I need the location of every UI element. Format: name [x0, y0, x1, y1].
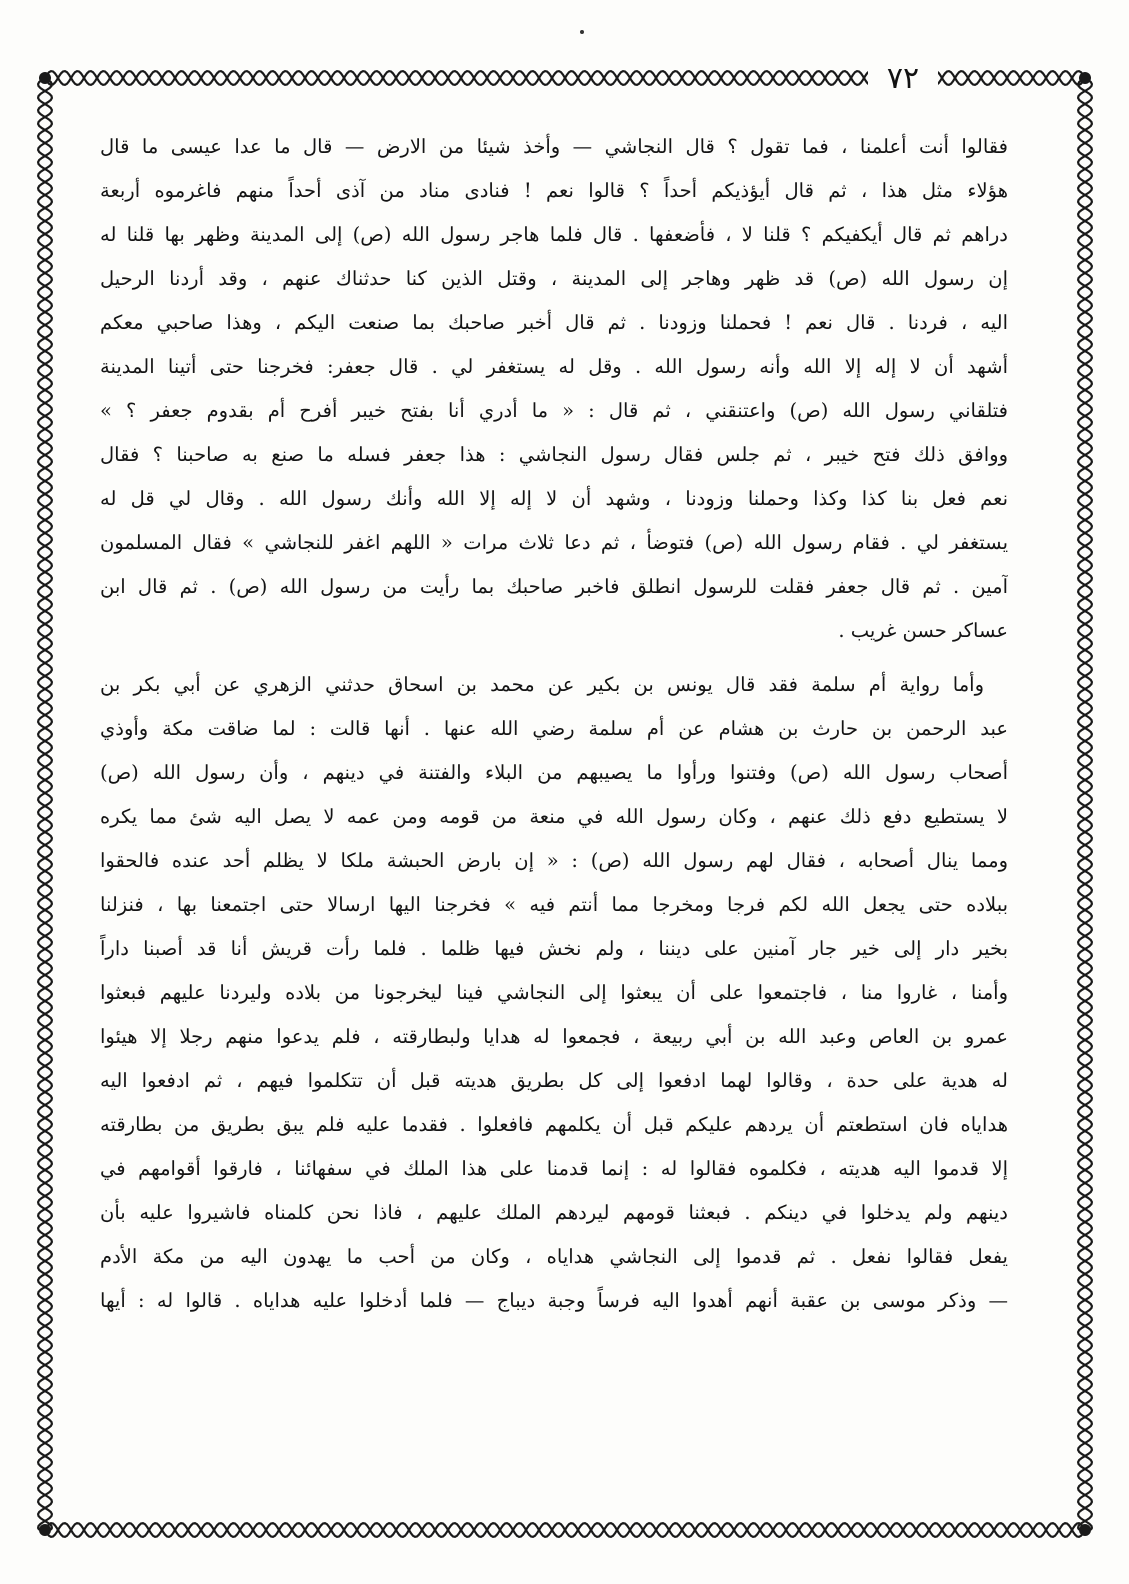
text-line: وأمنا ، غاروا منا ، فاجتمعوا على أن يبعثوا إلى النجاشي فينا ليخرجونا من بلاده وليردنا عليهم فبعثوا: [100, 981, 1008, 1004]
text-line: فتلقاني رسول الله (ص) واعتنقني ، ثم قال : « ما أدري أنا بفتح خيبر أفرح أم بقدوم جعفر ؟ »: [100, 399, 1008, 422]
page-number: ٧٢: [868, 58, 938, 100]
text-line: ووافق ذلك فتح خيبر ، ثم جلس فقال رسول النجاشي : هذا جعفر فسله ما صنع به صاحبنا ؟ فقال: [100, 443, 1008, 466]
text-line: دراهم ثم قال أيكفيكم ؟ قلنا لا ، فأضعفها . قال فلما هاجر رسول الله (ص) إلى المدينة وظهر بها قلنا له: [100, 223, 1008, 246]
text-line: نعم فعل بنا كذا وكذا وحملنا وزودنا ، وشهد أن لا إله إلا الله وأنك رسول الله . وقال لي قل له: [100, 487, 1008, 510]
text-line: له هدية على حدة ، وقالوا لهما ادفعوا إلى كل بطريق هديته قبل أن تتكلموا فيهم ، ثم ادفعوا اليه: [100, 1069, 1008, 1092]
corner-knot: [39, 72, 51, 84]
text-line: دينهم ولم يدخلوا في دينكم . فبعثنا قومهم ليردهم الملك عليهم ، فاذا نحن كلمناه فاشيروا عليه بأن: [100, 1201, 1008, 1224]
text-line: ومما ينال أصحابه ، فقال لهم رسول الله (ص) : « إن بارض الحبشة ملكا لا يظلم أحد عنده فالحقوا: [100, 849, 1008, 872]
text-line: بخير دار إلى خير جار آمنين على ديننا ، ولم نخش فيها ظلما . فلما رأت قريش أنا قد أصبنا داراً: [100, 937, 1008, 960]
text-line: عبد الرحمن بن حارث بن هشام عن أم سلمة رضي الله عنها . أنها قالت : لما ضاقت مكة وأوذي: [100, 717, 1008, 740]
text-line: هؤلاء مثل هذا ، ثم قال أيؤذيكم أحداً ؟ قالوا نعم ! فنادى مناد من آذى أحداً منهم فاغرموه أربعة: [100, 179, 1008, 202]
corner-knot: [39, 1524, 51, 1536]
text-line: ببلاده حتى يجعل الله لكم فرجا ومخرجا مما أنتم فيه » فخرجنا اليها ارسالا حتى اجتمعنا بها ، فنزلنا: [100, 893, 1008, 916]
text-line: اليه ، فردنا . قال نعم ! فحملنا وزودنا . ثم قال أخبر صاحبك بما صنعت اليكم ، وهذا صاحبي معكم: [100, 311, 1008, 334]
text-line: أشهد أن لا إله إلا الله وأنه رسول الله . وقل له يستغفر لي . قال جعفر: فخرجنا حتى أتينا المدينة: [100, 355, 1008, 378]
text-line: يفعل فقالوا نفعل . ثم قدموا إلى النجاشي هداياه ، وكان من أحب ما يهدون اليه من مكة الأدم: [100, 1245, 1008, 1268]
text-line: آمين . ثم قال جعفر فقلت للرسول انطلق فاخبر صاحبك بما رأيت من رسول الله (ص) . ثم قال ابن: [100, 575, 1008, 598]
text-line: إلا قدموا اليه هديته ، فكلموه فقالوا له : إنما قدمنا على هذا الملك في سفهائنا ، فارقوا أقوامهم في: [100, 1157, 1008, 1180]
text-line: هداياه فان استطعتم أن يردهم عليكم قبل أن يكلمهم فافعلوا . فقدما عليه فلم يبق بطريق من بطارقته: [100, 1113, 1008, 1136]
corner-knot: [1079, 72, 1091, 84]
text-line: إن رسول الله (ص) قد ظهر وهاجر إلى المدينة ، وقتل الذين كنا حدثناك عنهم ، وقد أردنا الرحيل: [100, 267, 1008, 290]
text-line: لا يستطيع دفع ذلك عنهم ، وكان رسول الله في منعة من قومه ومن عمه لا يصل اليه شئ مما يكره: [100, 805, 1008, 828]
text-line: أصحاب رسول الله (ص) وفتنوا ورأوا ما يصيبهم من البلاء والفتنة في دينهم ، وأن رسول الله (ص): [100, 761, 1008, 784]
corner-knot: [1079, 1524, 1091, 1536]
text-line: فقالوا أنت أعلمنا ، فما تقول ؟ قال النجاشي — وأخذ شيئا من الارض — قال ما عدا عيسى ما قال: [100, 135, 1008, 158]
text-line: وأما رواية أم سلمة فقد قال يونس بن بكير عن محمد بن اسحاق حدثني الزهري عن أبي بكر بن: [100, 673, 984, 696]
body-text: [100, 128, 1008, 1536]
text-line: عساكر حسن غريب .: [838, 619, 1008, 642]
text-line: يستغفر لي . فقام رسول الله (ص) فتوضأ ، ثم دعا ثلاث مرات « اللهم اغفر للنجاشي » فقال المسلمون: [100, 531, 1008, 554]
text-line: عمرو بن العاص وعبد الله بن أبي ربيعة ، فجمعوا له هدايا ولبطارقته ، فلم يدعوا منهم رجلا إلا هيئوا: [100, 1025, 1008, 1048]
text-line: — وذكر موسى بن عقبة أنهم أهدوا اليه فرساً وجبة ديباج — فلما أدخلوا عليه هداياه . قالوا له : أيها: [100, 1289, 1008, 1312]
